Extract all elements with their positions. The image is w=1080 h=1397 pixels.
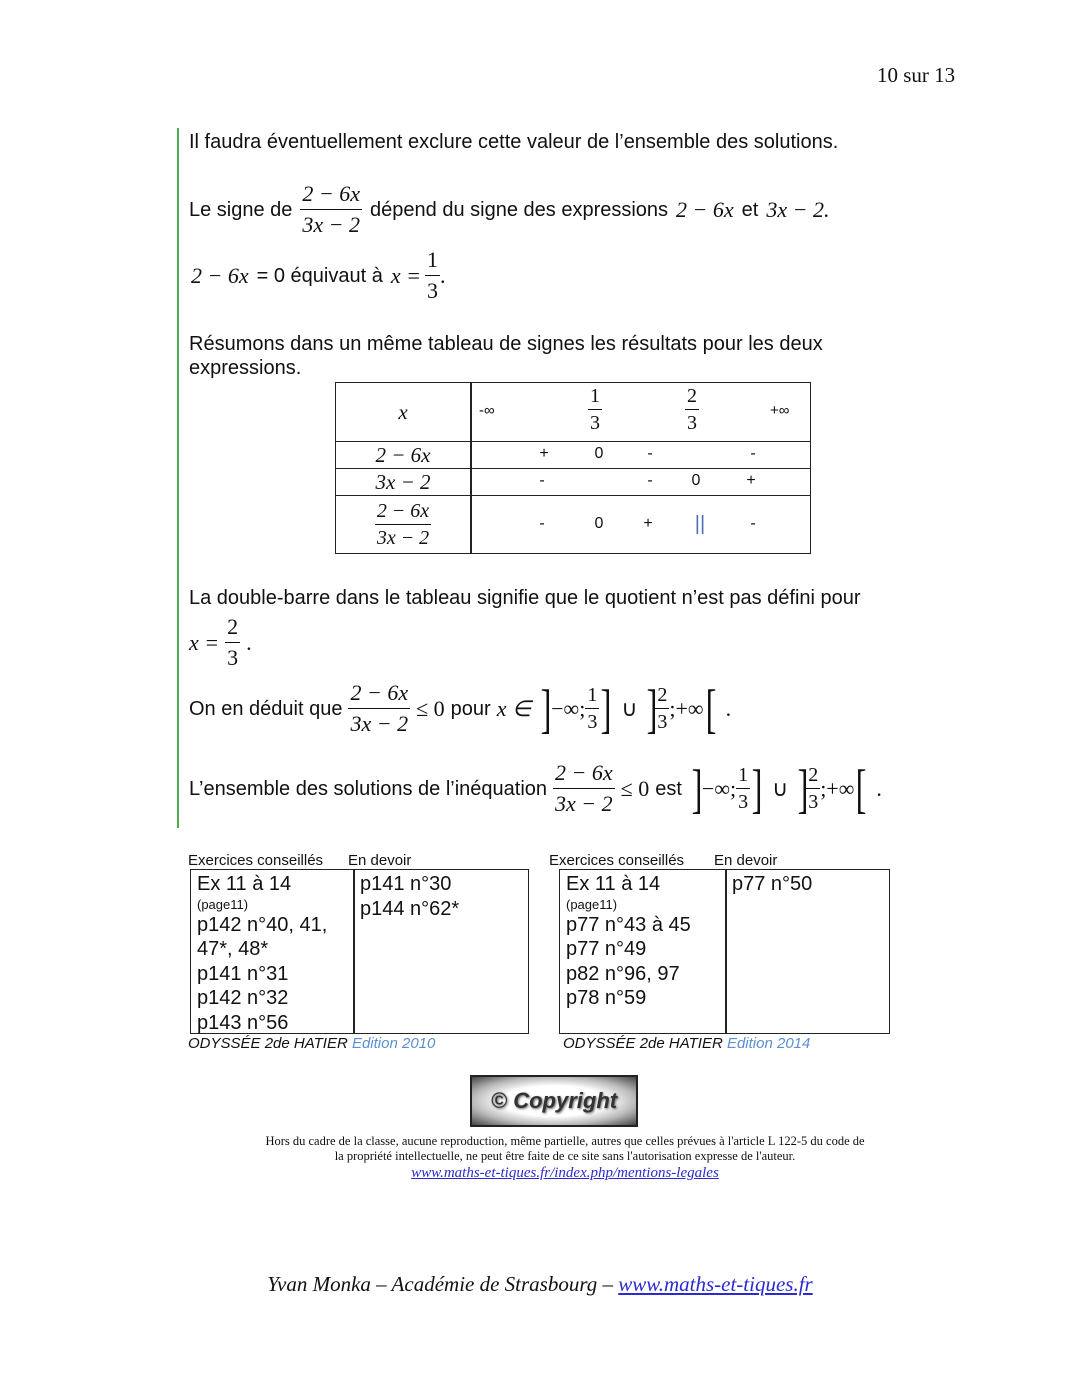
element-of: x ∈	[496, 695, 532, 721]
homework-item: p141 n°30	[360, 873, 452, 895]
edition-title: ODYSSÉE 2de HATIER	[563, 1035, 723, 1052]
homework-item: p144 n°62*	[360, 897, 460, 920]
homework-column	[726, 870, 889, 1033]
sign-cell: -	[539, 472, 545, 489]
fraction-numerator: 1	[736, 764, 750, 789]
exercises-table-2014	[559, 869, 890, 1034]
table-row-quotient	[336, 496, 810, 553]
recommended-column	[560, 870, 726, 1033]
row-label-fraction	[336, 496, 470, 553]
table-row-3x-2	[336, 469, 810, 496]
sign-cell: -	[750, 445, 756, 462]
fraction-denominator: 3	[227, 645, 239, 670]
sign-cell: -	[750, 514, 756, 532]
fraction-numerator: 1	[585, 684, 599, 709]
exercise-item: p77 n°43 à 45	[566, 913, 691, 936]
fraction	[225, 614, 240, 671]
variable: x =	[189, 629, 220, 655]
sign-cell: +	[539, 445, 549, 462]
sign-cell: +	[643, 514, 653, 532]
margin-bar	[177, 128, 179, 828]
exercises-header-homework: En devoir	[714, 852, 778, 869]
footer-author: Yvan Monka – Académie de Strasbourg –	[267, 1272, 619, 1296]
recommended-column	[191, 870, 354, 1033]
edition-2010	[188, 1035, 435, 1052]
fraction-two-thirds	[685, 385, 699, 434]
text: = 0 équivaut à	[256, 264, 383, 287]
fraction-numerator: 1	[425, 247, 440, 276]
legal-line-1: Hors du cadre de la classe, aucune reproduction, même partielle, autres que celles prévues à l'article L 122-5 du code de	[265, 1134, 865, 1148]
paragraph-equation	[191, 247, 445, 304]
fraction-denominator: 3x − 2	[555, 791, 613, 816]
fraction-numerator: 2 − 6x	[348, 680, 410, 709]
fraction-one-third	[588, 385, 602, 434]
fraction	[348, 680, 410, 737]
fraction-numerator: 2	[655, 684, 669, 709]
open-bracket: ]	[540, 678, 552, 739]
open-bracket: [	[855, 758, 867, 819]
fraction-denominator: 3x − 2	[350, 711, 409, 736]
open-bracket: ]	[691, 758, 703, 819]
interval-bound: ;+∞	[669, 695, 704, 721]
fraction-numerator: 2 − 6x	[553, 760, 615, 789]
fraction-numerator: 2	[806, 764, 820, 789]
fraction	[425, 247, 440, 304]
table-row-2-6x	[336, 442, 810, 469]
sign-table	[335, 382, 811, 554]
paragraph-sign-of	[189, 181, 829, 238]
open-bracket: ]	[797, 758, 809, 819]
page-footer	[0, 1272, 1080, 1297]
fraction-numerator: 1	[588, 385, 602, 410]
exercise-item: 47*, 48*	[197, 938, 269, 960]
legal-line-2: la propriété intellectuelle, ne peut être faite de ce site sans l'autorisation expresse de l'auteur.	[334, 1149, 796, 1163]
paragraph-double-bar: La double-barre dans le tableau signifie que le quotient n’est pas défini pour	[189, 587, 861, 609]
exercise-item: Ex 11 à 14	[197, 873, 292, 895]
sign-cell: 0	[691, 472, 701, 489]
copyright-badge: © Copyright	[470, 1075, 638, 1127]
page-number: 10 sur 13	[877, 63, 956, 87]
row-label: 3x − 2	[375, 469, 431, 494]
exercise-item: p142 n°40, 41,	[197, 913, 328, 936]
exercise-item: p78 n°59	[566, 987, 647, 1009]
text: L’ensemble des solutions de l’inéquation	[189, 777, 548, 800]
open-bracket: ]	[647, 678, 658, 739]
homework-column	[354, 870, 528, 1033]
fraction	[375, 500, 431, 549]
fraction-denominator: 3	[808, 791, 819, 813]
fraction-denominator: 3	[587, 711, 598, 733]
expression: 2 − 6x	[191, 262, 249, 288]
exercise-item: p142 n°32	[197, 987, 289, 1009]
variable: x =	[390, 262, 421, 288]
fraction-denominator: 3	[738, 791, 749, 813]
sign-cell: -	[539, 514, 545, 532]
plus-infinity: +∞	[770, 402, 790, 419]
exercise-note: (page11)	[566, 896, 618, 912]
fraction-denominator: 3	[657, 711, 668, 733]
sign-cell: +	[746, 472, 756, 489]
exercise-note: (page11)	[197, 896, 249, 912]
close-bracket: ]	[751, 758, 763, 819]
text: est	[655, 777, 682, 800]
fraction	[300, 181, 362, 238]
fraction-denominator: 3x − 2	[376, 527, 430, 549]
text: dépend du signe des expressions	[370, 198, 669, 221]
expression: 3x − 2.	[766, 196, 830, 222]
footer-link[interactable]: www.maths-et-tiques.fr	[618, 1272, 813, 1296]
table-header-row	[336, 383, 810, 442]
fraction-numerator: 2 − 6x	[375, 500, 431, 525]
exercise-item: p77 n°49	[566, 938, 647, 960]
double-bar: ||	[694, 512, 706, 535]
legal-link[interactable]: www.maths-et-tiques.fr/index.php/mentions-legales	[411, 1165, 719, 1181]
fraction	[655, 684, 669, 733]
fraction-numerator: 2	[685, 385, 699, 410]
exercise-item: p141 n°31	[197, 962, 289, 985]
homework-item: p77 n°50	[732, 873, 813, 895]
text: pour	[450, 697, 491, 720]
fraction-numerator: 2	[225, 614, 240, 643]
legal-link-wrap	[220, 1166, 910, 1181]
sign-cell: 0	[594, 514, 604, 532]
exercises-header-recommended: Exercices conseillés	[549, 852, 685, 869]
period: .	[876, 775, 882, 801]
sign-cell: 0	[594, 445, 604, 462]
period: .	[725, 695, 732, 721]
period: .	[246, 629, 252, 655]
row-label: 2 − 6x	[375, 442, 431, 467]
edition-year: Edition 2010	[351, 1035, 436, 1052]
fraction-denominator: 3x − 2	[302, 212, 361, 237]
exercises-header-recommended: Exercices conseillés	[188, 852, 324, 869]
fraction-denominator: 3	[426, 278, 438, 303]
edition-2014	[563, 1035, 810, 1052]
inequality: ≤ 0	[620, 775, 650, 801]
header-x: x	[398, 399, 408, 424]
edition-year: Edition 2014	[726, 1035, 811, 1052]
exercise-item: p82 n°96, 97	[566, 962, 680, 985]
text: On en déduit que	[189, 697, 343, 720]
fraction-numerator: 2 − 6x	[300, 181, 362, 210]
paragraph-x-value	[189, 614, 252, 671]
paragraph-summary-cont: expressions.	[189, 357, 302, 379]
fraction-denominator: 3	[687, 412, 697, 434]
text: Le signe de	[189, 198, 293, 221]
expression: 2 − 6x	[676, 196, 734, 222]
open-bracket: [	[705, 678, 716, 739]
union: ∪	[772, 775, 789, 801]
paragraph-summary: Résumons dans un même tableau de signes les résultats pour les deux	[189, 333, 823, 355]
interval-bound: ;+∞	[820, 775, 855, 801]
paragraph-exclude: Il faudra éventuellement exclure cette valeur de l’ensemble des solutions.	[189, 131, 839, 153]
interval-bound: −∞;	[701, 775, 737, 801]
fraction	[585, 684, 599, 733]
union: ∪	[621, 695, 638, 721]
fraction	[553, 760, 615, 817]
exercise-item: p143 n°56	[197, 1011, 289, 1034]
exercises-header-homework: En devoir	[348, 852, 412, 869]
minus-infinity: -∞	[479, 402, 495, 419]
sign-cell: -	[647, 445, 653, 462]
period: .	[439, 262, 446, 288]
paragraph-solution-set	[189, 760, 882, 817]
inequality: ≤ 0	[416, 695, 445, 721]
exercise-item: Ex 11 à 14	[566, 873, 661, 895]
exercises-table-2010	[190, 869, 529, 1034]
fraction	[736, 764, 750, 813]
edition-title: ODYSSÉE 2de HATIER	[188, 1035, 348, 1052]
text: et	[741, 198, 759, 221]
sign-cell: -	[647, 472, 653, 489]
paragraph-deduction	[189, 680, 731, 737]
interval-bound: −∞;	[551, 695, 586, 721]
close-bracket: ]	[600, 678, 612, 739]
fraction-denominator: 3	[590, 412, 600, 434]
